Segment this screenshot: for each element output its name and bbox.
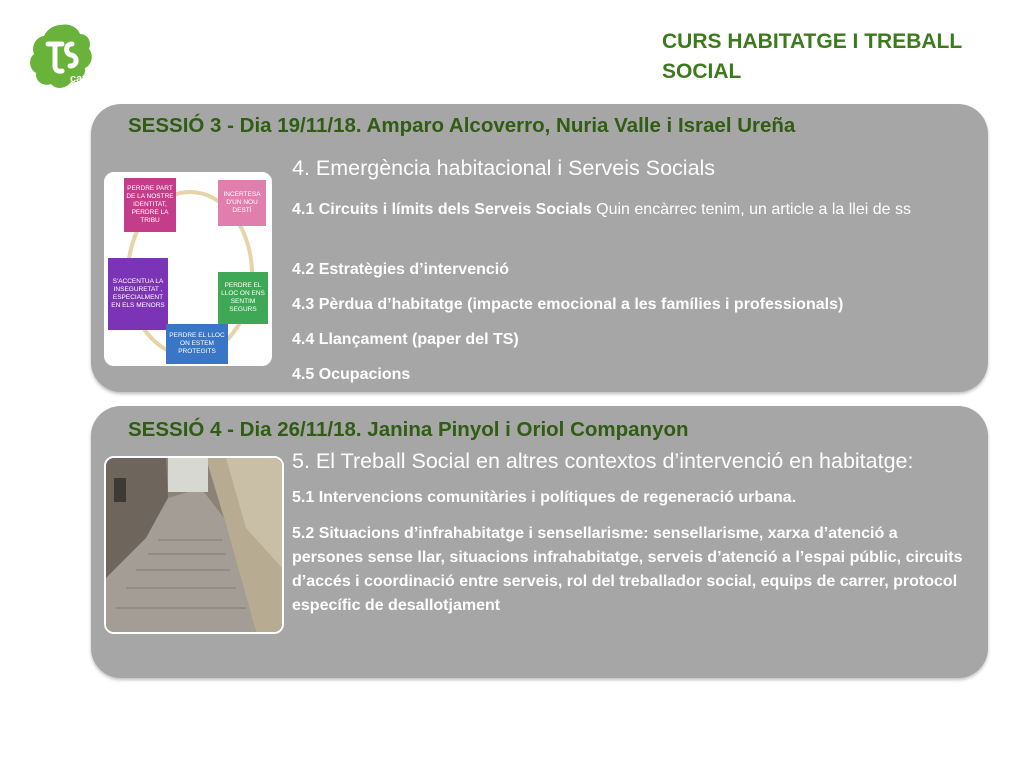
session-3-item: 4.1 Circuits i límits dels Serveis Socials Quin encàrrec tenim, un article a la llei de ss	[292, 201, 911, 218]
session-4-item: 5.1 Intervencions comunitàries i polítiques de regeneració urbana.	[292, 489, 797, 506]
session-4-topic: 5. El Treball Social en altres contextos d’intervenció en habitatge:	[292, 449, 914, 473]
street-photo	[104, 456, 284, 634]
course-title: CURS HABITATGE I TREBALL SOCIAL	[662, 30, 962, 83]
logo-text: cat	[70, 73, 86, 85]
session-4-title: SESSIÓ 4 - Dia 26/11/18. Janina Pinyol i Oriol Companyon	[128, 418, 689, 441]
session-3-item: 4.5 Ocupacions	[292, 366, 411, 383]
session-4-item: 5.2 Situacions d’infrahabitatge i sensellarisme: sensellarisme, xarxa d’atenció a persones sense llar, situacions infrahabitatge, serveis d’atenció a l’espai públic, circuits d’accés i coordinació entre serveis, rol del treballador social, equips de carrer, protocol específic de desallotjament	[292, 525, 963, 614]
session-3-item: 4.4 Llançament (paper del TS)	[292, 331, 519, 348]
diagram-box-insecurity: S'ACCENTUA LA INSEGURETAT , ESPECIALMENT EN ELS MENORS	[108, 258, 168, 330]
emotional-impact-diagram	[104, 172, 272, 366]
diagram-box-uncertainty: INCERTESA D'UN NOU DESTÍ	[218, 180, 266, 226]
session-3-item: 4.2 Estratègies d’intervenció	[292, 261, 509, 278]
logo-graphic	[28, 22, 94, 92]
street-illustration	[106, 458, 282, 632]
session-3-title: SESSIÓ 3 - Dia 19/11/18. Amparo Alcoverro, Nuria Valle i Israel Ureña	[128, 114, 796, 137]
diagram-box-safe-place: PERDRE EL LLOC ON ENS SENTIM SEGURS	[218, 272, 268, 324]
ts-cat-logo	[28, 22, 94, 92]
diagram-box-protection: PERDRE EL LLOC ON ESTEM PROTEGITS	[166, 324, 228, 364]
session-3-topic: 4. Emergència habitacional i Serveis Socials	[292, 156, 716, 180]
diagram-box-identity: PERDRE PART DE LA NOSTRE IDENTITAT, PERDRE LA TRIBU	[124, 178, 176, 232]
session-3-panel	[91, 104, 988, 392]
session-3-item: 4.3 Pèrdua d’habitatge (impacte emocional a les famílies i professionals)	[292, 296, 844, 313]
session-4-panel	[91, 406, 988, 678]
